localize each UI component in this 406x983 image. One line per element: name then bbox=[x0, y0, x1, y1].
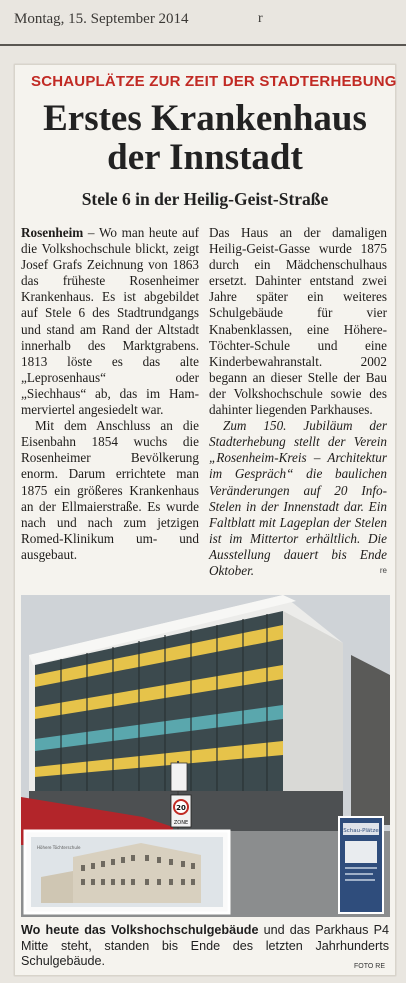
text-column-right bbox=[209, 225, 387, 579]
photo-caption bbox=[21, 923, 389, 970]
headline-line-2: der Innstadt bbox=[107, 137, 303, 178]
article-kicker: SCHAUPLÄTZE ZUR ZEIT DER STADTERHEBUNG bbox=[31, 73, 397, 90]
stele-title: Schau-Plätze bbox=[343, 828, 379, 834]
text-column-left bbox=[21, 225, 199, 563]
author-signature: re bbox=[379, 566, 387, 575]
article-body bbox=[21, 225, 391, 635]
building-side bbox=[283, 611, 343, 807]
inset-label: Höhere Töchterschule bbox=[37, 845, 81, 850]
issue-date: Montag, 15. September 2014 bbox=[14, 11, 189, 27]
paragraph-1 bbox=[21, 225, 199, 418]
caption-rest: und das Parkhaus P4 Mitte steht, standen bis Ende des letzten Jahrhunderts Schulgebäude. bbox=[21, 923, 390, 968]
headline-line-1: Erstes Krankenhaus bbox=[43, 98, 367, 139]
zone-number: 20 bbox=[176, 804, 186, 812]
page-header bbox=[0, 0, 406, 46]
caption-bold: Wo heute das Volkshochschulgebäude bbox=[21, 923, 259, 937]
stele-line-1 bbox=[345, 867, 377, 869]
stele-line-3 bbox=[345, 879, 375, 881]
neighbor-building bbox=[351, 655, 390, 825]
article-clipping bbox=[14, 64, 396, 976]
paragraph-4-text: Zum 150. Jubiläum der Stadterhebung stellt der Verein „Rosenheim-Kreis – Architektur im Gespräch“ die baulichen Veränderungen auf 20 Info-Stelen in der Innenstadt dar. Ein Faltblatt mit Lageplan der Stelen ist im Mittertor erhältlich. Die Ausstellung dauert bis Ende Oktober. bbox=[209, 418, 387, 578]
paragraph-3: Das Haus an der damaligen Heilig-Geist-Gasse wurde 1875 durch ein Mädchenschulhaus ersetzt. Dahinter entstand zwei Jahre später ein weiteres Schulgebäude für vier Knabenklassen, eine Höhere-Töchter-Schule und eine Kinderbewahranstalt. 2002 begann an dieser Stelle der Bau der Volkshochschule sowie des dahinter liegenden Parkhauses. bbox=[209, 225, 387, 418]
traffic-sign bbox=[171, 763, 187, 791]
paragraph-2: Mit dem Anschluss an die Eisenbahn 1854 wuchs die Rosenheimer Bevölkerung enorm. Darum errichtete man 1875 ein größeres Krankenhaus an der Ellmaierstraße. Es wurde nach und nach zum jetzigen Romed-Klinikum um- und ausgebaut. bbox=[21, 418, 199, 562]
header-rule bbox=[0, 44, 406, 46]
article-subhead: Stele 6 in der Heilig-Geist-Straße bbox=[81, 189, 329, 209]
paragraph-1-text: – Wo man heute auf die Volkshochschule blickt, zeigt Josef Grafs Zeichnung von 1863 das früheste Rosenheimer Krankenhaus. Es ist abgebildet auf Stele 6 des Stadtrundgangs und stand am Rand der Altstadt innerhalb des Marktgrabens. 1813 löste es das alte „Leprosenhaus“ oder „Siechhaus“ ab, das im Hammerviertel angesiedelt war. bbox=[21, 225, 199, 418]
dateline: Rosenheim bbox=[21, 225, 84, 240]
zone-word: ZONE bbox=[173, 820, 189, 826]
photo-illustration bbox=[21, 595, 390, 917]
article-headline bbox=[15, 99, 395, 177]
stele-plan bbox=[345, 841, 377, 863]
stele-line-2 bbox=[345, 873, 373, 875]
photo-credit: FOTO RE bbox=[354, 963, 385, 970]
article-photo bbox=[21, 595, 390, 917]
paragraph-4 bbox=[209, 418, 387, 579]
page-mark: r bbox=[258, 11, 263, 26]
